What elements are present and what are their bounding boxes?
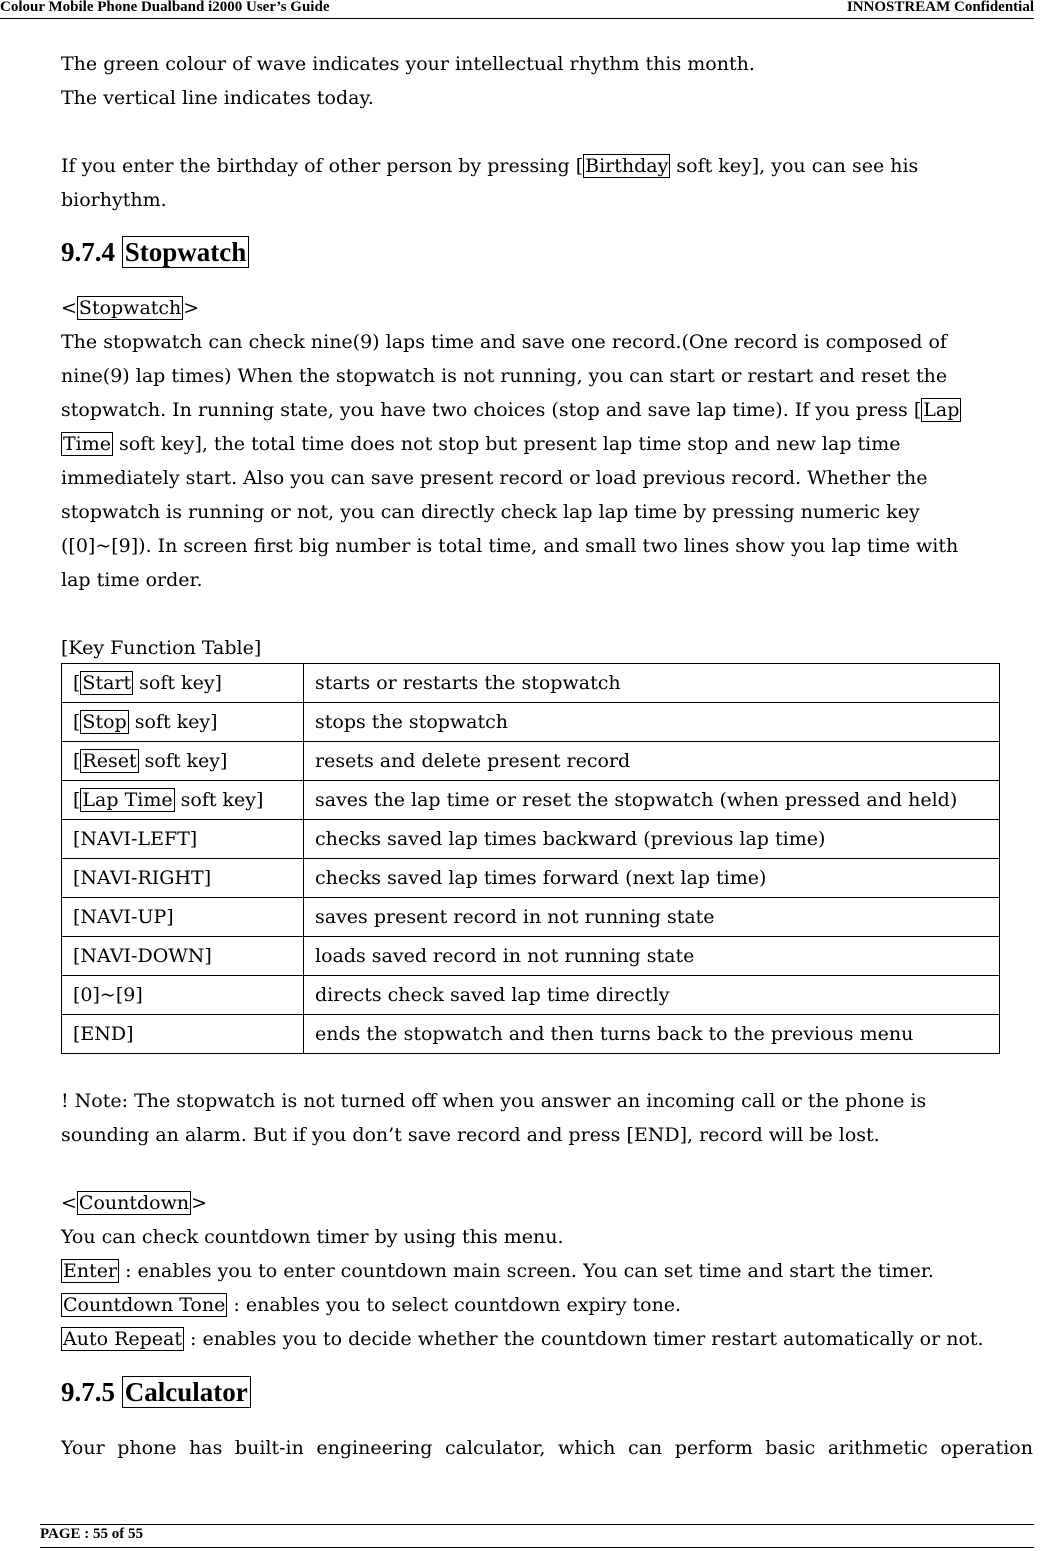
key-cell: [NAVI-DOWN] [62, 937, 304, 976]
page-number: PAGE : 55 of 55 [40, 1526, 144, 1542]
key-cell: [ Stop soft key] [62, 703, 304, 742]
description-cell: saves present record in not running state [304, 898, 1000, 937]
description-cell: checks saved lap times forward (next lap time) [304, 859, 1000, 898]
stopwatch-para-1: The stopwatch can check nine(9) laps time and save one record.(One record is composed of [61, 331, 947, 353]
countdown-subheading: < Countdown > [61, 1192, 208, 1214]
key-cell: [NAVI-RIGHT] [62, 859, 304, 898]
description-cell: resets and delete present record [304, 742, 1000, 781]
intro-line-1: The green colour of wave indicates your intellectual rhythm this month. [61, 53, 755, 75]
key-cell: [ Start soft key] [62, 664, 304, 703]
table-row [62, 664, 1000, 703]
calculator-para: Your phone has built-in engineering calculator, which can perform basic arithmetic operation [61, 1437, 1033, 1459]
description-cell: starts or restarts the stopwatch [304, 664, 1000, 703]
description-cell: saves the lap time or reset the stopwatch (when pressed and held) [304, 781, 1000, 820]
key-cell: [NAVI-UP] [62, 898, 304, 937]
section-title-stopwatch: Stopwatch [122, 236, 250, 268]
spacer [61, 1152, 1001, 1186]
lap-key: Lap [923, 399, 960, 421]
stopwatch-para-2: nine(9) lap times) When the stopwatch is not running, you can start or restart and reset the [61, 365, 948, 387]
key-function-table [61, 663, 1000, 1054]
note-line-2: sounding an alarm. But if you don’t save record and press [END], record will be lost. [61, 1124, 880, 1146]
stopwatch-para-4: Time soft key], the total time does not stop but present lap time stop and new lap time [63, 433, 901, 455]
key-cell: [ Reset soft key] [62, 742, 304, 781]
soft-key-name: Reset [82, 750, 137, 772]
stopwatch-label: Stopwatch [78, 297, 182, 319]
page-footer [40, 1524, 1034, 1548]
description-cell: checks saved lap times backward (previous lap time) [304, 820, 1000, 859]
header-confidential: INNOSTREAM Confidential [846, 0, 1034, 15]
header-title: Colour Mobile Phone Dualband i2000 User’s Guide [0, 0, 330, 15]
stopwatch-para-7: ([0]~[9]). In screen first big number is total time, and small two lines show you lap time with [61, 535, 959, 557]
soft-key-name: Start [82, 672, 132, 694]
spacer [61, 1054, 1001, 1084]
page-content [61, 47, 1033, 1465]
soft-key-name: Lap Time [82, 789, 173, 811]
stopwatch-para-3: stopwatch. In running state, you have two choices (stop and save lap time). If you press [ Lap [61, 399, 960, 421]
table-row [62, 820, 1000, 859]
table-row [62, 859, 1000, 898]
table-row [62, 937, 1000, 976]
countdown-label: Countdown [78, 1192, 190, 1214]
description-cell: loads saved record in not running state [304, 937, 1000, 976]
key-cell: [END] [62, 1015, 304, 1054]
table-row [62, 976, 1000, 1015]
description-cell: stops the stopwatch [304, 703, 1000, 742]
time-key: Time [63, 433, 112, 455]
key-cell: [NAVI-LEFT] [62, 820, 304, 859]
note-line-1: ! Note: The stopwatch is not turned off when you answer an incoming call or the phone is [61, 1090, 927, 1112]
birthday-key: Birthday [585, 155, 669, 177]
table-row [62, 703, 1000, 742]
countdown-item-tone: Countdown Tone : enables you to select countdown expiry tone. [63, 1294, 682, 1316]
key-cell: [0]~[9] [62, 976, 304, 1015]
section-title-calculator: Calculator [122, 1376, 251, 1408]
note-label: ! Note: [61, 1090, 129, 1112]
stopwatch-para-5: immediately start. Also you can save present record or load previous record. Whether the [61, 467, 928, 489]
key-cell: [ Lap Time soft key] [62, 781, 304, 820]
page-header [0, 0, 1034, 19]
birthday-line-2: biorhythm. [61, 189, 167, 211]
birthday-line: If you enter the birthday of other person by pressing [ Birthday soft key], you can see his [61, 155, 919, 177]
stopwatch-subheading: < Stopwatch > [61, 297, 200, 319]
countdown-item-repeat: Auto Repeat : enables you to decide whether the countdown timer restart automatically or not. [63, 1328, 984, 1350]
table-row [62, 1015, 1000, 1054]
stopwatch-para-6: stopwatch is running or not, you can directly check lap lap time by pressing numeric key [61, 501, 920, 523]
countdown-item-enter: Enter : enables you to enter countdown main screen. You can set time and start the timer. [63, 1260, 934, 1282]
table-row [62, 898, 1000, 937]
description-cell: ends the stopwatch and then turns back to the previous menu [304, 1015, 1000, 1054]
stopwatch-para-8: lap time order. [61, 569, 203, 591]
spacer [61, 115, 1001, 149]
section-heading-calculator: 9.7.5 Calculator [61, 1375, 1001, 1409]
spacer [61, 597, 1001, 631]
table-row [62, 781, 1000, 820]
intro-line-2: The vertical line indicates today. [61, 87, 374, 109]
description-cell: directs check saved lap time directly [304, 976, 1000, 1015]
key-table-title: [Key Function Table] [61, 637, 262, 659]
section-heading-stopwatch: 9.7.4 Stopwatch [61, 235, 1001, 269]
soft-key-name: Stop [82, 711, 127, 733]
countdown-desc: You can check countdown timer by using this menu. [61, 1226, 564, 1248]
table-row [62, 742, 1000, 781]
